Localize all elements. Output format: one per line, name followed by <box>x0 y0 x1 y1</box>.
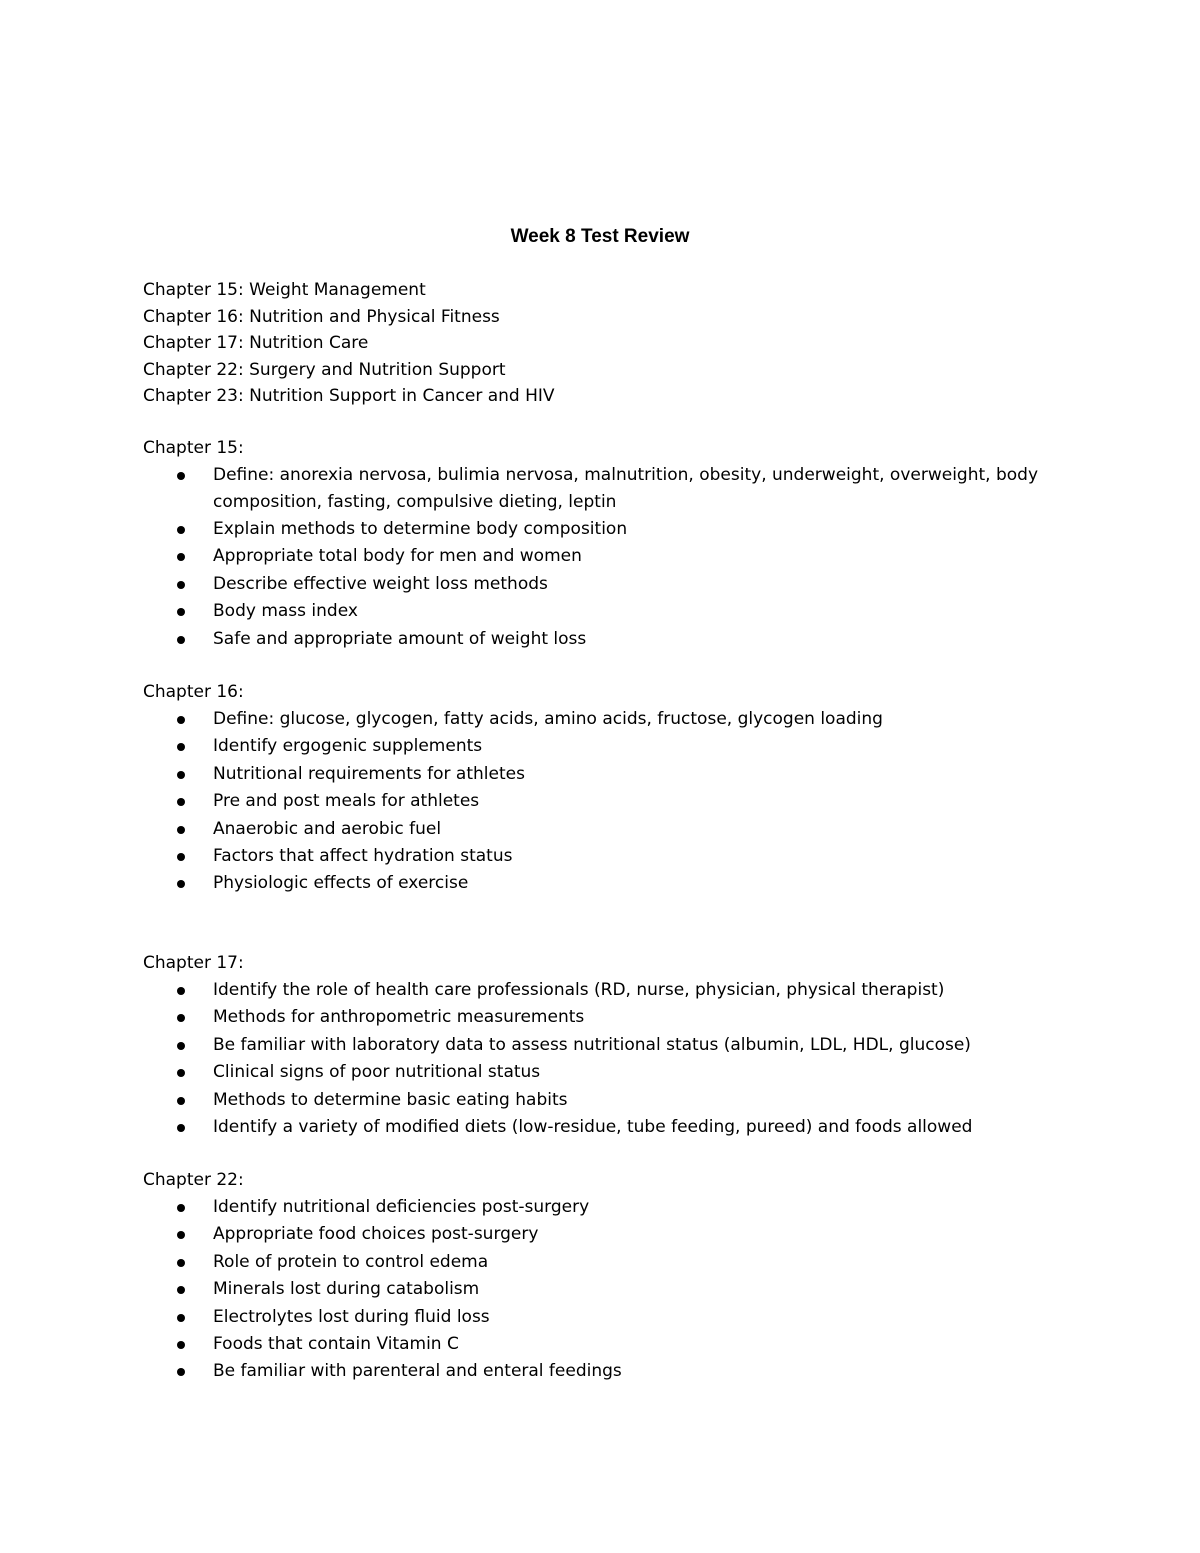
bullet-icon <box>177 1069 185 1077</box>
bullet-item <box>143 571 1063 598</box>
chapter-list-item: Chapter 22: Surgery and Nutrition Support <box>143 359 506 380</box>
bullet-item <box>143 788 1063 815</box>
section-chapter-17 <box>143 950 1063 1141</box>
bullet-text: Pre and post meals for athletes <box>213 791 480 812</box>
section-chapter-22 <box>143 1167 1063 1386</box>
bullet-item <box>143 1114 1063 1141</box>
bullet-item <box>143 706 1063 733</box>
bullet-text: Methods to determine basic eating habits <box>213 1089 568 1110</box>
bullet-item <box>143 1087 1063 1114</box>
bullet-icon <box>177 1231 185 1239</box>
chapter-list <box>143 277 555 410</box>
bullet-text: Identify the role of health care professionals (RD, nurse, physician, physical therapist) <box>213 980 945 1000</box>
bullet-text: Electrolytes lost during fluid loss <box>213 1306 490 1327</box>
bullet-item <box>143 1221 1063 1248</box>
bullet-text: Be familiar with parenteral and enteral feedings <box>213 1361 622 1382</box>
bullet-item <box>143 516 1063 543</box>
bullet-item <box>143 626 1063 653</box>
bullet-text: Physiologic effects of exercise <box>213 873 469 894</box>
bullet-item <box>143 1032 1063 1059</box>
bullet-icon <box>177 636 185 644</box>
bullet-icon <box>177 987 185 995</box>
bullet-icon <box>177 1368 185 1376</box>
bullet-item <box>143 1004 1063 1031</box>
bullet-item <box>143 843 1063 870</box>
bullet-icon <box>177 1286 185 1294</box>
bullet-item <box>143 1249 1063 1276</box>
section-heading: Chapter 17: <box>143 953 244 973</box>
bullet-icon <box>177 526 185 534</box>
bullet-list <box>143 462 1063 653</box>
bullet-icon <box>177 581 185 589</box>
bullet-text: Be familiar with laboratory data to assess nutritional status (albumin, LDL, HDL, glucose) <box>213 1034 971 1055</box>
bullet-icon <box>177 716 185 724</box>
bullet-item <box>143 870 1063 897</box>
bullet-list <box>143 706 1063 898</box>
chapter-list-item: Chapter 17: Nutrition Care <box>143 333 369 353</box>
bullet-text: Safe and appropriate amount of weight loss <box>213 628 587 649</box>
bullet-text: Methods for anthropometric measurements <box>213 1007 585 1028</box>
bullet-item <box>143 1331 1063 1358</box>
bullet-text: Appropriate total body for men and women <box>213 546 582 567</box>
section-heading: Chapter 15: <box>143 438 244 458</box>
bullet-item <box>143 462 1063 516</box>
bullet-text: Describe effective weight loss methods <box>213 573 548 594</box>
bullet-item <box>143 733 1063 760</box>
bullet-text: Minerals lost during catabolism <box>213 1279 480 1300</box>
bullet-icon <box>177 1124 185 1132</box>
bullet-icon <box>177 1042 185 1050</box>
bullet-icon <box>177 1014 185 1022</box>
section-heading: Chapter 16: <box>143 682 244 702</box>
bullet-icon <box>177 1314 185 1322</box>
bullet-text: Nutritional requirements for athletes <box>213 763 525 784</box>
bullet-icon <box>177 1341 185 1349</box>
bullet-icon <box>177 1259 185 1267</box>
bullet-list <box>143 1194 1063 1386</box>
bullet-icon <box>177 553 185 561</box>
bullet-text: Clinical signs of poor nutritional status <box>213 1062 541 1083</box>
bullet-text: Explain methods to determine body composition <box>213 519 628 539</box>
bullet-icon <box>177 880 185 888</box>
chapter-list-item: Chapter 23: Nutrition Support in Cancer and HIV <box>143 386 555 406</box>
bullet-text: Identify ergogenic supplements <box>213 736 483 757</box>
bullet-icon <box>177 1097 185 1105</box>
bullet-text: Appropriate food choices post-surgery <box>213 1224 539 1245</box>
bullet-item <box>143 1194 1063 1221</box>
bullet-item <box>143 761 1063 788</box>
bullet-item <box>143 598 1063 625</box>
bullet-icon <box>177 1204 185 1212</box>
bullet-text: Define: anorexia nervosa, bulimia nervosa, malnutrition, obesity, underweight, overweight, body composition, fasting, compulsive dieting, leptin <box>213 465 1038 512</box>
bullet-item <box>143 1358 1063 1385</box>
bullet-text: Identify a variety of modified diets (low-residue, tube feeding, pureed) and foods allowed <box>213 1116 973 1137</box>
section-heading: Chapter 22: <box>143 1170 244 1190</box>
bullet-item <box>143 977 1063 1004</box>
bullet-icon <box>177 853 185 861</box>
chapter-list-item: Chapter 15: Weight Management <box>143 280 426 300</box>
bullet-icon <box>177 608 185 616</box>
bullet-icon <box>177 743 185 751</box>
bullet-text: Define: glucose, glycogen, fatty acids, amino acids, fructose, glycogen loading <box>213 709 883 729</box>
bullet-item <box>143 1059 1063 1086</box>
bullet-text: Anaerobic and aerobic fuel <box>213 818 442 839</box>
bullet-item <box>143 816 1063 843</box>
bullet-text: Factors that affect hydration status <box>213 845 513 866</box>
bullet-text: Identify nutritional deficiencies post-surgery <box>213 1197 590 1217</box>
chapter-list-item: Chapter 16: Nutrition and Physical Fitness <box>143 306 500 327</box>
bullet-text: Foods that contain Vitamin C <box>213 1333 459 1354</box>
bullet-item <box>143 543 1063 570</box>
document-title: Week 8 Test Review <box>510 226 690 247</box>
bullet-icon <box>177 472 185 480</box>
bullet-text: Role of protein to control edema <box>213 1251 489 1272</box>
section-chapter-15 <box>143 435 1063 653</box>
bullet-icon <box>177 798 185 806</box>
section-chapter-16 <box>143 679 1063 898</box>
bullet-icon <box>177 771 185 779</box>
bullet-icon <box>177 826 185 834</box>
bullet-item <box>143 1304 1063 1331</box>
bullet-text: Body mass index <box>213 601 358 622</box>
bullet-list <box>143 977 1063 1141</box>
bullet-item <box>143 1276 1063 1303</box>
